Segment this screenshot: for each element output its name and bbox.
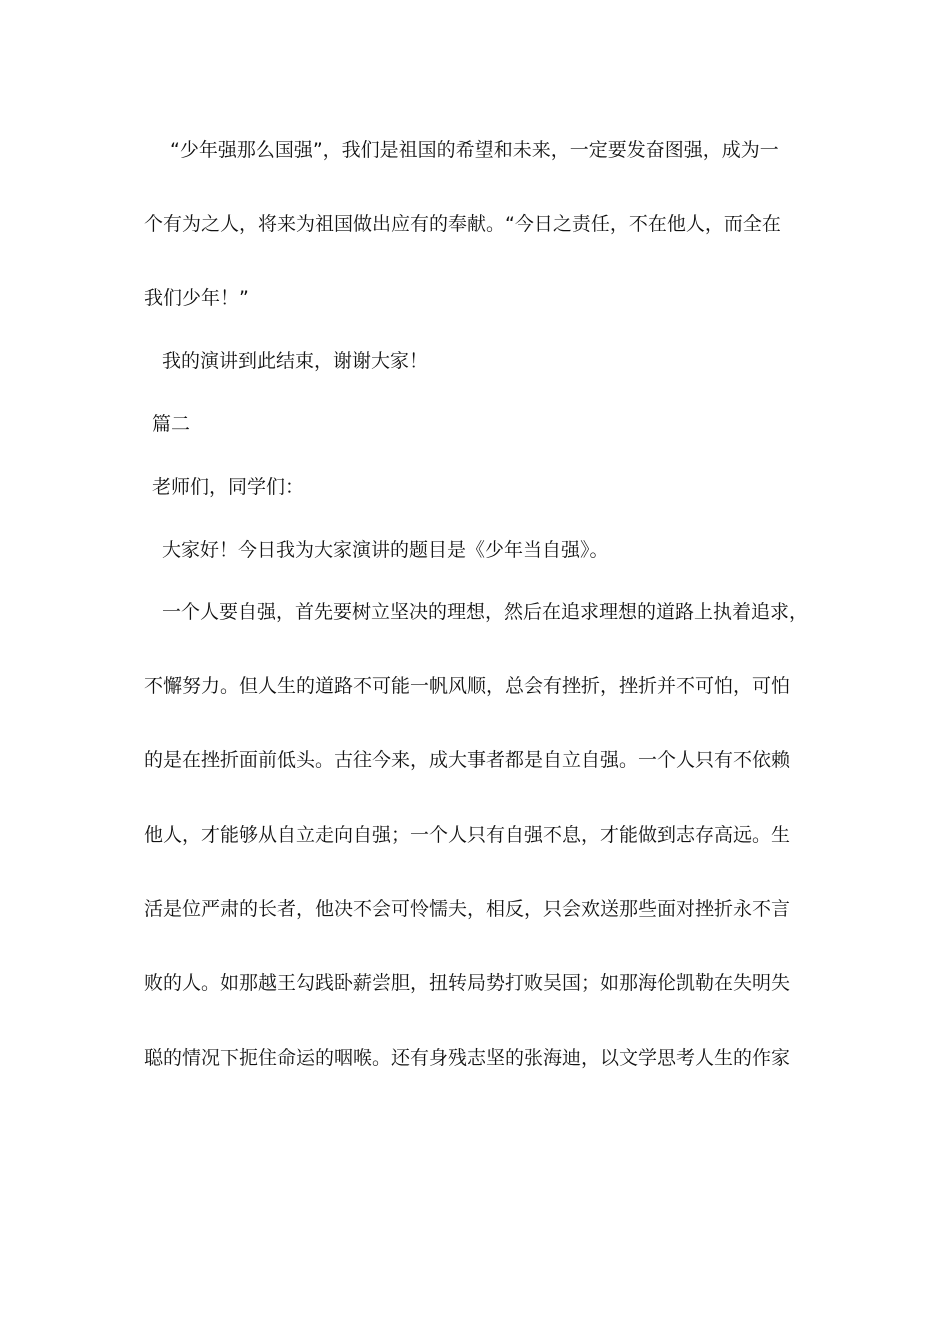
paragraph-line-11: 他人，才能够从自立走向自强；一个人只有自强不息，才能做到志存高远。生 bbox=[144, 824, 791, 846]
greeting-line: 大家好！今日我为大家演讲的题目是《少年当自强》。 bbox=[162, 539, 609, 561]
paragraph-line-2: 个有为之人，将来为祖国做出应有的奉献。“今日之责任，不在他人，而全在 bbox=[144, 213, 781, 235]
paragraph-line-10: 的是在挫折面前低头。古往今来，成大事者都是自立自强。一个人只有不依赖 bbox=[144, 749, 791, 771]
paragraph-line-3: 我们少年！” bbox=[144, 287, 249, 309]
paragraph-line-1: “少年强那么国强”，我们是祖国的希望和未来，一定要发奋图强，成为一 bbox=[170, 139, 779, 161]
paragraph-line-9: 不懈努力。但人生的道路不可能一帆风顺，总会有挫折，挫折并不可怕，可怕 bbox=[144, 675, 791, 697]
paragraph-line-12: 活是位严肃的长者，他决不会可怜懦夫，相反，只会欢送那些面对挫折永不言 bbox=[144, 898, 791, 920]
paragraph-line-8: 一个人要自强，首先要树立坚决的理想，然后在追求理想的道路上执着追求， bbox=[162, 601, 809, 623]
salutation: 老师们，同学们： bbox=[152, 476, 305, 498]
closing-line: 我的演讲到此结束，谢谢大家！ bbox=[162, 350, 429, 372]
paragraph-line-13: 败的人。如那越王勾践卧薪尝胆，扭转局势打败吴国；如那海伦凯勒在失明失 bbox=[144, 972, 791, 994]
section-heading: 篇二 bbox=[152, 413, 191, 435]
paragraph-line-14: 聪的情况下扼住命运的咽喉。还有身残志坚的张海迪，以文学思考人生的作家 bbox=[144, 1047, 791, 1069]
